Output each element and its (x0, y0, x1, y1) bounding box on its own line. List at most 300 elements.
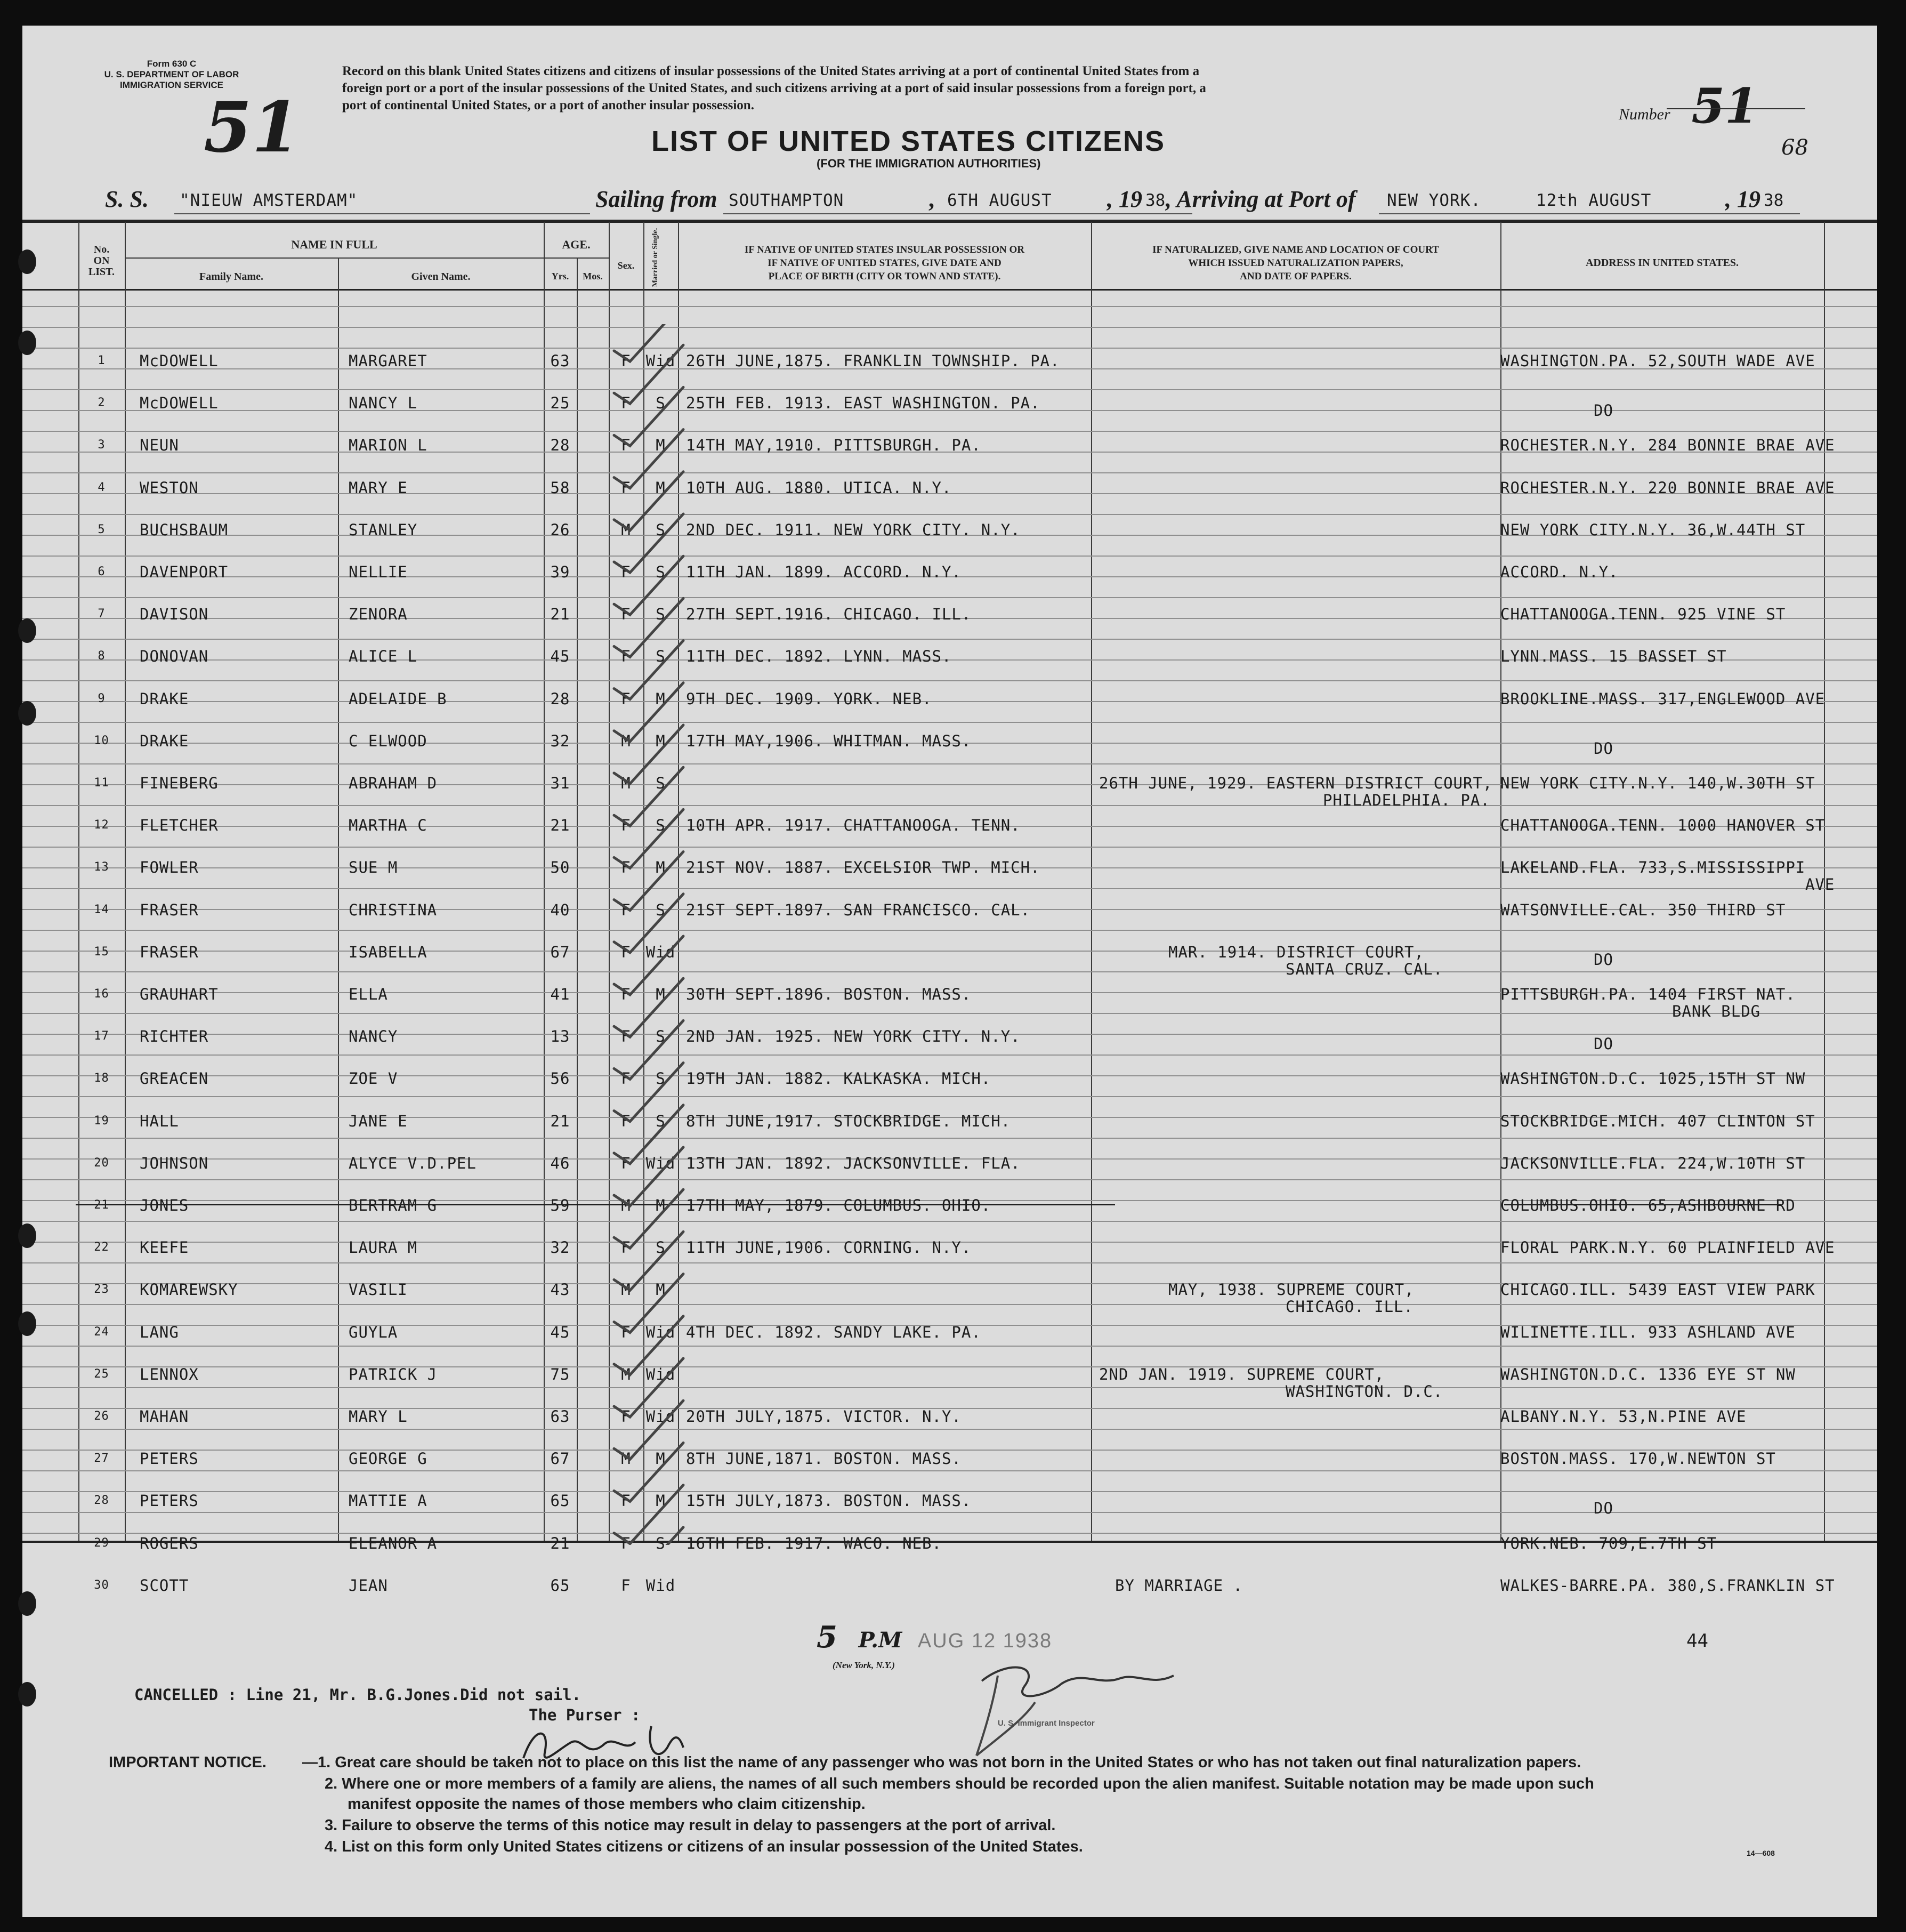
cell-addr: CHICAGO.ILL. 5439 EAST VIEW PARK (1500, 1281, 1815, 1299)
notice-label: IMPORTANT NOTICE. (109, 1754, 266, 1771)
cell-no: 30 (94, 1578, 109, 1592)
cell-birth: 20TH JULY,1875. VICTOR. N.Y. (686, 1407, 962, 1426)
inspector-signature (960, 1654, 1184, 1761)
cell-given: JANE E (349, 1112, 408, 1130)
cell-family: McDOWELL (140, 394, 219, 413)
cell-addr: LAKELAND.FLA. 733,S.MISSISSIPPI (1500, 858, 1806, 877)
table-row (22, 1396, 1877, 1437)
cell-no: 11 (94, 776, 109, 790)
check-mark (614, 1485, 683, 1544)
cell-sex: F (621, 647, 631, 666)
cell-ms: Wid (645, 1365, 676, 1383)
cell-given: GEORGE G (349, 1450, 427, 1468)
cell-birth: 16TH FEB. 1917. WACO. NEB. (686, 1534, 942, 1552)
cell-addr: ACCORD. N.Y. (1500, 563, 1619, 581)
cell-family: JOHNSON (140, 1154, 209, 1172)
header-family-name: Family Name. (199, 271, 263, 283)
cell-family: FRASER (140, 943, 199, 961)
arrival-stamp (817, 1620, 1052, 1655)
voyage-line: S. S. "NIEUW AMSTERDAM" Sailing from SOUTHAMPTON , 6TH AUGUST , 19 38 , Arriving at Port of NEW YORK. 12th AUGUST , 19 38 (105, 186, 1811, 218)
cell-age: 21 (550, 605, 570, 624)
cell-addr: ALBANY.N.Y. 53,N.PINE AVE (1500, 1407, 1747, 1426)
cell-given: C ELWOOD (349, 731, 427, 750)
number-label: Number (1619, 106, 1670, 123)
cell-given: PATRICK J (349, 1365, 438, 1383)
cell-birth: 4TH DEC. 1892. SANDY LAKE. PA. (686, 1323, 981, 1341)
department: U. S. DEPARTMENT OF LABOR (104, 69, 239, 79)
cell-birth: 26TH JUNE,1875. FRANKLIN TOWNSHIP. PA. (686, 352, 1060, 370)
cell-family: RICHTER (140, 1027, 209, 1046)
number-underline (1667, 108, 1805, 109)
cell-given: ALICE L (349, 647, 418, 666)
cell-no: 23 (94, 1283, 109, 1297)
cell-no: 3 (98, 438, 106, 452)
binder-hole (18, 249, 36, 274)
cell-family: McDOWELL (140, 352, 219, 370)
service: IMMIGRATION SERVICE (120, 80, 223, 90)
table-row (22, 635, 1877, 677)
cell-sex: F (621, 605, 631, 624)
cell-ms: Wid (645, 943, 676, 961)
cell-given: ADELAIDE B (349, 689, 447, 708)
number-value: 51 (1691, 78, 1758, 134)
cell-family: DRAKE (140, 731, 189, 750)
cell-addr: ROCHESTER.N.Y. 284 BONNIE BRAE AVE (1500, 436, 1835, 455)
notice-3: 3. Failure to observe the terms of this notice may result in delay to passengers at the port of arrival. (325, 1817, 1056, 1834)
cell-given: ALYCE V.D.PEL (349, 1154, 477, 1172)
check-mark (614, 1274, 683, 1333)
header-no-on-list: No. ON LIST. (88, 244, 115, 278)
manifest-sheet (22, 26, 1877, 1917)
cell-addr: CHATTANOOGA.TENN. 925 VINE ST (1500, 605, 1786, 624)
check-mark (614, 1231, 683, 1290)
cell-sex: F (621, 816, 631, 835)
cell-birth: 21ST NOV. 1887. EXCELSIOR TWP. MICH. (686, 858, 1040, 877)
to-port: NEW YORK. (1387, 191, 1481, 210)
strikethrough-address (1504, 1204, 1781, 1205)
cell-addr: NEW YORK CITY.N.Y. 140,W.30TH ST (1500, 774, 1815, 792)
cell-ms: M (656, 1492, 666, 1510)
cell-ms: M (656, 1450, 666, 1468)
sail-date: 6TH AUGUST (947, 191, 1052, 210)
cell-addr: BROOKLINE.MASS. 317,ENGLEWOOD AVE (1500, 689, 1826, 708)
handwritten-list-number: 51 (204, 86, 300, 168)
cell-sex: F (621, 394, 631, 413)
stamp-date: AUG 12 1938 (917, 1630, 1053, 1652)
cell-family: GREACEN (140, 1069, 209, 1088)
cell-addr: PITTSBURGH.PA. 1404 FIRST NAT. (1500, 985, 1796, 1003)
cell-no: 18 (94, 1072, 109, 1085)
cell-birth: 19TH JAN. 1882. KALKASKA. MICH. (686, 1069, 991, 1088)
cell-addr: STOCKBRIDGE.MICH. 407 CLINTON ST (1500, 1112, 1815, 1130)
cell-ms: M (656, 985, 666, 1003)
cell-no: 25 (94, 1367, 109, 1381)
cell-no: 13 (94, 860, 109, 874)
cell-ms: Wid (645, 1154, 676, 1172)
stamp-time: 5 (817, 1620, 837, 1655)
cell-addr: CHATTANOOGA.TENN. 1000 HANOVER ST (1500, 816, 1826, 835)
cell-addr: COLUMBUS.OHIO. 65,ASHBOURNE RD (1500, 1196, 1796, 1214)
cell-ms: S (656, 1069, 666, 1088)
cell-no: 26 (94, 1410, 109, 1423)
cell-addr: NEW YORK CITY.N.Y. 36,W.44TH ST (1500, 520, 1806, 539)
cell-given: NELLIE (349, 563, 408, 581)
cell-no: 9 (98, 691, 106, 705)
table-row (22, 1269, 1877, 1316)
cell-addr: BOSTON.MASS. 170,W.NEWTON ST (1500, 1450, 1776, 1468)
check-mark (614, 936, 683, 995)
cell-birth: 11TH JUNE,1906. CORNING. N.Y. (686, 1238, 972, 1257)
cell-family: ROGERS (140, 1534, 199, 1552)
cell-birth: 10TH AUG. 1880. UTICA. N.Y. (686, 478, 952, 497)
cell-ms: Wid (645, 1407, 676, 1426)
cell-ms: S (656, 1112, 666, 1130)
cell-sex: F (621, 1534, 631, 1552)
cell-age: 40 (550, 900, 570, 919)
cell-no: 19 (94, 1114, 109, 1128)
cell-addr: WASHINGTON.PA. 52,SOUTH WADE AVE (1500, 352, 1815, 370)
table-row (22, 1354, 1877, 1400)
form-number: Form 630 C (147, 59, 197, 69)
cell-given: ELEANOR A (349, 1534, 438, 1552)
cell-birth: 10TH APR. 1917. CHATTANOOGA. TENN. (686, 816, 1021, 835)
page-count: 44 (1686, 1630, 1708, 1652)
cell-family: GRAUHART (140, 985, 219, 1003)
check-mark (614, 430, 683, 488)
cell-no: 21 (94, 1198, 109, 1212)
cell-ms: Wid (645, 352, 676, 370)
cell-age: 26 (550, 520, 570, 539)
cell-given: MATTIE A (349, 1492, 427, 1510)
table-row (22, 1565, 1877, 1606)
cell-no: 16 (94, 987, 109, 1001)
arrive-year: 38 (1764, 191, 1784, 210)
cell-nat-line2: WASHINGTON. D.C. (1286, 1382, 1443, 1400)
table-row (22, 1100, 1877, 1142)
cell-sex: M (621, 1196, 631, 1214)
cell-no: 17 (94, 1029, 109, 1043)
header-age: AGE. (562, 238, 591, 251)
table-row (22, 1480, 1877, 1522)
arriving-label: , Arriving at Port of (1166, 186, 1356, 212)
table-row (22, 551, 1877, 593)
cell-birth: 17TH MAY,1906. WHITMAN. MASS. (686, 731, 972, 750)
cell-nat-line2: PHILADELPHIA. PA. (1323, 791, 1490, 809)
table-row (22, 424, 1877, 466)
purser-label: The Purser : (529, 1706, 641, 1724)
cell-nat: 2ND JAN. 1919. SUPREME COURT, (1099, 1365, 1385, 1383)
cell-sex: F (621, 1112, 631, 1130)
cell-sex: M (621, 731, 631, 750)
cell-no: 29 (94, 1536, 109, 1550)
cell-addr: DO (1594, 1499, 1613, 1518)
binder-hole (18, 701, 36, 726)
cell-addr: WASHINGTON.D.C. 1025,15TH ST NW (1500, 1069, 1806, 1088)
cell-ms: S (656, 394, 666, 413)
cell-birth: 8TH JUNE,1917. STOCKBRIDGE. MICH. (686, 1112, 1011, 1130)
print-code: 14—608 (1747, 1849, 1775, 1857)
cell-no: 20 (94, 1156, 109, 1170)
cell-addr: WILINETTE.ILL. 933 ASHLAND AVE (1500, 1323, 1796, 1341)
cell-sex: M (621, 1450, 631, 1468)
table-row (22, 973, 1877, 1020)
cell-given: MARTHA C (349, 816, 427, 835)
check-mark (614, 556, 683, 615)
cell-no: 10 (94, 734, 109, 747)
cell-birth: 14TH MAY,1910. PITTSBURGH. PA. (686, 436, 981, 455)
cell-sex: F (621, 1027, 631, 1046)
cell-addr: WALKES-BARRE.PA. 380,S.FRANKLIN ST (1500, 1576, 1835, 1595)
ship-name: "NIEUW AMSTERDAM" (180, 191, 358, 210)
cell-birth: 27TH SEPT.1916. CHICAGO. ILL. (686, 605, 972, 624)
cell-family: PETERS (140, 1450, 199, 1468)
cell-ms: Wid (645, 1323, 676, 1341)
cell-birth: 30TH SEPT.1896. BOSTON. MASS. (686, 985, 972, 1003)
number-field (1619, 75, 1758, 134)
cell-ms: S (656, 1027, 666, 1046)
cell-sex: F (621, 1407, 631, 1426)
cell-age: 39 (550, 563, 570, 581)
cell-given: GUYLA (349, 1323, 398, 1341)
table-row (22, 720, 1877, 762)
cell-given: ZENORA (349, 605, 408, 624)
table-row (22, 1142, 1877, 1184)
cell-no: 6 (98, 565, 106, 578)
sailing-label: Sailing from (595, 186, 717, 212)
table-row (22, 678, 1877, 720)
cell-age: 28 (550, 436, 570, 455)
cell-no: 28 (94, 1494, 109, 1508)
cell-no: 5 (98, 522, 106, 536)
cell-age: 45 (550, 1323, 570, 1341)
cell-age: 50 (550, 858, 570, 877)
header-years: Yrs. (551, 271, 569, 281)
cell-addr: DO (1594, 950, 1613, 969)
cell-no: 12 (94, 818, 109, 832)
cell-sex: F (621, 1069, 631, 1088)
check-mark (614, 1020, 683, 1079)
cell-given: ISABELLA (349, 943, 427, 961)
table-row (22, 1311, 1877, 1353)
cell-ms: S (656, 1238, 666, 1257)
cell-age: 75 (550, 1365, 570, 1383)
check-mark (614, 683, 683, 742)
cell-addr: DO (1594, 401, 1613, 420)
cell-age: 58 (550, 478, 570, 497)
cell-birth: 15TH JULY,1873. BOSTON. MASS. (686, 1492, 972, 1510)
cell-given: STANLEY (349, 520, 418, 539)
stamp-pm: P.M (858, 1628, 902, 1653)
form-id-block (102, 59, 241, 91)
check-mark (614, 725, 683, 784)
check-mark (614, 767, 683, 826)
cell-age: 21 (550, 1534, 570, 1552)
cell-given: NANCY L (349, 394, 418, 413)
binder-hole (18, 331, 36, 355)
table-row (22, 762, 1877, 809)
cell-age: 21 (550, 816, 570, 835)
cell-family: NEUN (140, 436, 179, 455)
cell-ms: S (656, 563, 666, 581)
check-mark (614, 1063, 683, 1122)
cell-ms: S (656, 816, 666, 835)
cell-no: 2 (98, 396, 106, 410)
cell-family: WESTON (140, 478, 199, 497)
cell-birth: 2ND JAN. 1925. NEW YORK CITY. N.Y. (686, 1027, 1021, 1046)
cell-given: MARY E (349, 478, 408, 497)
cell-birth: 9TH DEC. 1909. YORK. NEB. (686, 689, 932, 708)
cell-nat: BY MARRIAGE . (1115, 1576, 1243, 1595)
ruled-line (22, 327, 1877, 328)
check-mark (614, 1147, 683, 1206)
cell-age: 65 (550, 1492, 570, 1510)
table-row (22, 1058, 1877, 1099)
header-months: Mos. (583, 271, 603, 281)
cell-age: 31 (550, 774, 570, 792)
check-mark (614, 1189, 683, 1248)
cell-family: FOWLER (140, 858, 199, 877)
table-row (22, 1016, 1877, 1057)
check-mark (614, 1400, 683, 1459)
cell-age: 32 (550, 1238, 570, 1257)
arrive-date: 12th AUGUST (1536, 191, 1652, 210)
cell-nat: 26TH JUNE, 1929. EASTERN DISTRICT COURT, (1099, 774, 1493, 792)
header-address: ADDRESS IN UNITED STATES. (1585, 257, 1739, 269)
cell-birth: 17TH MAY, 1879. COLUMBUS. OHIO. (686, 1196, 991, 1214)
page-subtitle: (FOR THE IMMIGRATION AUTHORITIES) (817, 157, 1041, 170)
cell-family: MAHAN (140, 1407, 189, 1426)
table-row (22, 1227, 1877, 1268)
header-name-in-full: NAME IN FULL (291, 238, 377, 251)
cell-sex: F (621, 563, 631, 581)
cell-age: 41 (550, 985, 570, 1003)
table-row (22, 382, 1877, 424)
cell-no: 15 (94, 945, 109, 959)
cell-family: KOMAREWSKY (140, 1281, 238, 1299)
cell-given: LAURA M (349, 1238, 418, 1257)
cell-nat-line2: CHICAGO. ILL. (1286, 1298, 1414, 1316)
check-mark (614, 345, 683, 404)
cell-sex: M (621, 774, 631, 792)
check-mark (614, 978, 683, 1037)
cell-addr: DO (1594, 1035, 1613, 1053)
sail-year: 38 (1145, 191, 1166, 210)
binder-hole (18, 618, 36, 643)
cell-family: DONOVAN (140, 647, 209, 666)
cell-no: 8 (98, 649, 106, 663)
cell-ms: M (656, 478, 666, 497)
cell-nat-line2: SANTA CRUZ. CAL. (1286, 960, 1443, 978)
strikethrough-line (76, 1204, 1115, 1205)
check-mark (614, 894, 683, 953)
cell-sex: F (621, 985, 631, 1003)
cell-ms: S (656, 520, 666, 539)
table-row (22, 847, 1877, 894)
check-mark (614, 641, 683, 699)
cell-addr: LYNN.MASS. 15 BASSET ST (1500, 647, 1727, 666)
cell-no: 4 (98, 480, 106, 494)
cell-family: SCOTT (140, 1576, 189, 1595)
cell-birth: 2ND DEC. 1911. NEW YORK CITY. N.Y. (686, 520, 1021, 539)
notice-1: —1. Great care should be taken not to place on this list the name of any passenger who was not born in the United States or who has not taken out final naturalization papers. (302, 1754, 1581, 1771)
check-mark (614, 1358, 683, 1417)
cell-age: 13 (550, 1027, 570, 1046)
cell-sex: M (621, 1365, 631, 1383)
cell-addr: DO (1594, 739, 1613, 758)
cell-family: JONES (140, 1196, 189, 1214)
stamp-city: (New York, N.Y.) (833, 1660, 895, 1670)
cell-ms: M (656, 689, 666, 708)
table-row (22, 1438, 1877, 1479)
cell-family: DAVISON (140, 605, 209, 624)
cell-addr: YORK.NEB. 709,E.7TH ST (1500, 1534, 1717, 1552)
cell-sex: F (621, 689, 631, 708)
cell-sex: F (621, 478, 631, 497)
cell-age: 28 (550, 689, 570, 708)
table-row (22, 1523, 1877, 1564)
check-marks (598, 324, 699, 1545)
cell-given: MARY L (349, 1407, 408, 1426)
cell-ms: M (656, 1281, 666, 1299)
check-mark (614, 387, 683, 446)
cell-sex: M (621, 520, 631, 539)
cell-given: ZOE V (349, 1069, 398, 1088)
check-mark (614, 514, 683, 573)
cell-family: PETERS (140, 1492, 199, 1510)
cell-given: MARGARET (349, 352, 427, 370)
cell-age: 46 (550, 1154, 570, 1172)
cell-sex: F (621, 436, 631, 455)
cell-given: SUE M (349, 858, 398, 877)
cell-age: 43 (550, 1281, 570, 1299)
cell-birth: 25TH FEB. 1913. EAST WASHINGTON. PA. (686, 394, 1040, 413)
record-instructions: Record on this blank United States citizens and citizens of insular possessions of the United States arriving at a port of continental United States from a foreign port or a port of the insular possessions of the United States, and such citizens arriving at a port of said insular possessions from a foreign port, a port of continental United States, or a port of another insular possession. (342, 64, 1206, 112)
ss-label: S. S. (105, 186, 149, 212)
table-row (22, 467, 1877, 509)
cell-family: LANG (140, 1323, 179, 1341)
year-prefix-2: 19 (1737, 186, 1760, 212)
header-bottom-rule (22, 289, 1877, 291)
binder-hole (18, 1311, 36, 1336)
cell-sex: F (621, 858, 631, 877)
cell-age: 65 (550, 1576, 570, 1595)
check-mark (614, 1105, 683, 1164)
cell-family: HALL (140, 1112, 179, 1130)
cell-given: NANCY (349, 1027, 398, 1046)
check-mark (614, 852, 683, 911)
cell-ms: S (656, 900, 666, 919)
cell-ms: Wid (645, 1576, 676, 1595)
notice-4: 4. List on this form only United States citizens or citizens of an insular possession of the United States. (325, 1838, 1083, 1855)
ruled-line (22, 306, 1877, 307)
cell-birth: 8TH JUNE,1871. BOSTON. MASS. (686, 1450, 962, 1468)
cell-family: DRAKE (140, 689, 189, 708)
cell-age: 45 (550, 647, 570, 666)
header-naturalization: IF NATURALIZED, GIVE NAME AND LOCATION OF COURT WHICH ISSUED NATURALIZATION PAPERS, AND DATE OF PAPERS. (1152, 244, 1439, 282)
header-sex: Sex. (617, 260, 635, 271)
cell-sex: F (621, 352, 631, 370)
notice-2: 2. Where one or more members of a family are aliens, the names of all such members should be recorded upon the alien manifest. Suitable notation may be made upon such (325, 1775, 1594, 1792)
cell-age: 21 (550, 1112, 570, 1130)
header-given-name: Given Name. (411, 271, 471, 283)
cell-family: LENNOX (140, 1365, 199, 1383)
cell-given: BERTRAM G (349, 1196, 438, 1214)
cell-ms: M (656, 436, 666, 455)
cell-ms: S (656, 647, 666, 666)
table-row (22, 804, 1877, 846)
cell-family: KEEFE (140, 1238, 189, 1257)
check-mark (614, 472, 683, 530)
